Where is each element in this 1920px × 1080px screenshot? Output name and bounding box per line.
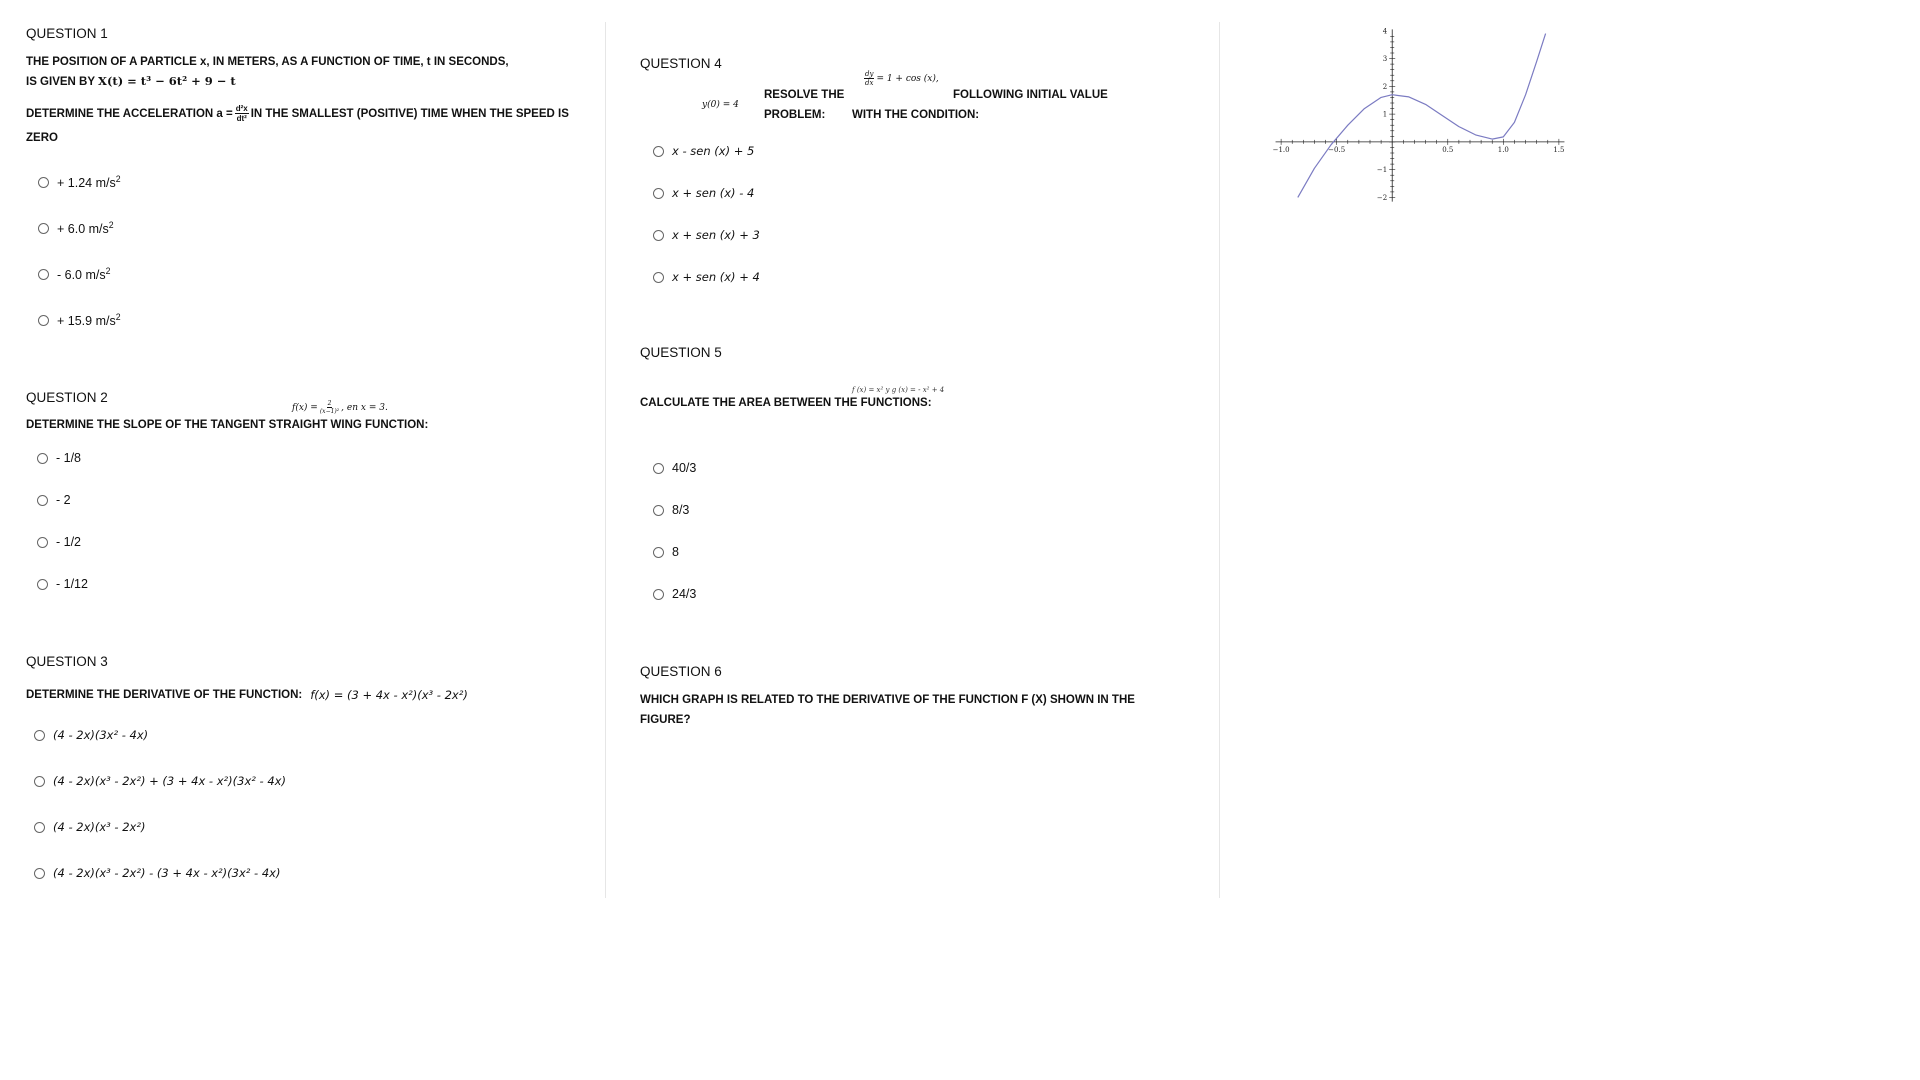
option-text: 40/3 <box>672 461 697 475</box>
frac-den: (x−1)² <box>319 408 340 415</box>
function-suffix: , en x = 3. <box>341 402 388 413</box>
question-1-line3 <box>26 104 569 123</box>
radio-button[interactable] <box>653 547 664 558</box>
option-text: + 1.24 $m/s^2$ <box>57 174 121 191</box>
question-5-option-4[interactable] <box>653 587 696 601</box>
option-text: - 6.0 $m/s^2$ <box>57 266 111 283</box>
question-2-option-1[interactable] <box>37 451 81 465</box>
frac-den: dt² <box>236 114 247 123</box>
question-3-stem-row <box>26 688 468 702</box>
question-1-line1: THE POSITION OF A PARTICLE x, IN METERS, AS A FUNCTION OF TIME, t IN SECONDS, <box>26 56 509 68</box>
question-5-functions: f (x) = x² y g (x) = - x² + 4 <box>852 386 945 394</box>
y-tick-label: 4 <box>1382 28 1388 36</box>
y-tick-label: −2 <box>1376 193 1388 202</box>
graph-axes <box>1276 29 1565 201</box>
question-1-line3-prefix: DETERMINE THE ACCELERATION a = <box>26 107 233 120</box>
question-4-resolve: RESOLVE THE <box>764 89 845 101</box>
radio-button[interactable] <box>34 730 45 741</box>
question-4-with-condition: WITH THE CONDITION: <box>852 109 980 121</box>
question-4-title: QUESTION 4 <box>640 56 722 71</box>
question-3-stem: DETERMINE THE DERIVATIVE OF THE FUNCTION: <box>26 689 303 701</box>
radio-button[interactable] <box>653 272 664 283</box>
question-1-line2-prefix: IS GIVEN BY <box>26 76 95 88</box>
frac-num: 2 <box>327 400 332 407</box>
x-tick-label: 0.5 <box>1442 145 1454 154</box>
radio-button[interactable] <box>34 822 45 833</box>
radio-button[interactable] <box>653 188 664 199</box>
question-2-stem: DETERMINE THE SLOPE OF THE TANGENT STRAIGHT WING FUNCTION: <box>26 419 429 431</box>
radio-button[interactable] <box>37 579 48 590</box>
y-tick-label: 2 <box>1382 82 1388 91</box>
question-3-function: f(x) = (3 + 4x - x²)(x³ - 2x²) <box>310 688 468 702</box>
radio-button[interactable] <box>37 453 48 464</box>
function-graph <box>1270 28 1570 203</box>
question-2-title: QUESTION 2 <box>26 390 108 405</box>
question-3-option-4[interactable] <box>34 866 280 880</box>
radio-button[interactable] <box>34 868 45 879</box>
option-text: (4 - 2x)(x³ - 2x²) <box>53 820 146 834</box>
question-1-line2 <box>26 74 236 88</box>
option-text: x - sen (x) + 5 <box>672 144 755 158</box>
question-1-option-4[interactable] <box>38 312 121 328</box>
acceleration-fraction <box>235 104 249 123</box>
question-5-option-1[interactable] <box>653 461 696 475</box>
y-tick-label: 3 <box>1382 55 1388 64</box>
option-text: + 6.0 $m/s^2$ <box>57 220 114 237</box>
graph-series <box>1298 34 1546 198</box>
question-1-option-3[interactable] <box>38 266 111 282</box>
question-5-option-3[interactable] <box>653 545 679 559</box>
question-3-title: QUESTION 3 <box>26 654 108 669</box>
equation-rest: = 1 + cos (x), <box>876 73 939 84</box>
x-tick-label: 1.0 <box>1497 145 1509 154</box>
radio-button[interactable] <box>38 315 49 326</box>
radio-button[interactable] <box>37 537 48 548</box>
question-4-option-2[interactable] <box>653 186 754 200</box>
function-fraction <box>320 400 339 415</box>
question-3-option-1[interactable] <box>34 728 148 742</box>
question-2-option-4[interactable] <box>37 577 88 591</box>
frac-den: dx <box>865 79 874 87</box>
column-divider-1 <box>605 22 606 898</box>
radio-button[interactable] <box>653 589 664 600</box>
radio-button[interactable] <box>34 776 45 787</box>
option-text: x + sen (x) - 4 <box>672 186 755 200</box>
option-text: x + sen (x) + 4 <box>672 270 760 284</box>
option-text: (4 - 2x)(x³ - 2x²) + (3 + 4x - x²)(3x² - 4x) <box>53 774 286 788</box>
question-4-differential-equation <box>862 70 939 87</box>
option-text: x + sen (x) + 3 <box>672 228 760 242</box>
question-1-line3-suffix: IN THE SMALLEST (POSITIVE) TIME WHEN THE SPEED IS <box>250 107 569 120</box>
function-curve <box>1298 34 1546 198</box>
radio-button[interactable] <box>653 146 664 157</box>
option-text: 24/3 <box>672 587 697 601</box>
radio-button[interactable] <box>38 177 49 188</box>
question-4-following: FOLLOWING INITIAL VALUE <box>953 89 1108 101</box>
x-tick-label: −1.0 <box>1272 145 1290 154</box>
question-1-line4: ZERO <box>26 132 58 144</box>
question-1-title: QUESTION 1 <box>26 26 108 41</box>
derivative-fraction <box>864 70 874 87</box>
question-4-option-3[interactable] <box>653 228 760 242</box>
radio-button[interactable] <box>653 230 664 241</box>
question-4-option-1[interactable] <box>653 144 754 158</box>
radio-button[interactable] <box>653 463 664 474</box>
option-text: (4 - 2x)(3x² - 4x) <box>53 728 149 742</box>
question-6-title: QUESTION 6 <box>640 664 722 679</box>
question-1-option-2[interactable] <box>38 220 114 236</box>
option-text: 8/3 <box>672 503 690 517</box>
option-text: (4 - 2x)(x³ - 2x²) - (3 + 4x - x²)(3x² - 4x) <box>53 866 281 880</box>
frac-num: dy <box>865 70 874 78</box>
graph-ticks <box>1273 28 1565 202</box>
question-6-line2: FIGURE? <box>640 714 691 726</box>
option-text: 8 <box>672 545 679 559</box>
function-prefix: f(x) = <box>292 402 318 413</box>
question-1-equation: X(t) = t³ − 6t² + 9 − t <box>98 74 236 88</box>
question-4-problem: PROBLEM: <box>764 109 826 121</box>
option-text: - 1/12 <box>56 577 88 591</box>
option-text: - 1/8 <box>56 451 82 465</box>
question-5-stem: CALCULATE THE AREA BETWEEN THE FUNCTIONS: <box>640 397 932 409</box>
x-tick-label: 1.5 <box>1553 145 1565 154</box>
question-6-line1: WHICH GRAPH IS RELATED TO THE DERIVATIVE OF THE FUNCTION F (X) SHOWN IN THE <box>640 694 1135 706</box>
question-4-condition: y(0) = 4 <box>702 100 739 110</box>
option-text: - 2 <box>56 493 71 507</box>
y-tick-label: −1 <box>1376 166 1388 175</box>
question-2-option-3[interactable] <box>37 535 81 549</box>
question-5-option-2[interactable] <box>653 503 689 517</box>
option-text: - 1/2 <box>56 535 82 549</box>
radio-button[interactable] <box>37 495 48 506</box>
radio-button[interactable] <box>38 269 49 280</box>
question-3-option-3[interactable] <box>34 820 145 834</box>
x-tick-label: −0.5 <box>1328 145 1346 154</box>
question-5-title: QUESTION 5 <box>640 345 722 360</box>
question-2-option-2[interactable] <box>37 493 71 507</box>
question-2-function <box>292 400 388 415</box>
question-3-option-2[interactable] <box>34 774 286 788</box>
y-tick-label: 1 <box>1382 110 1388 119</box>
option-text: + 15.9 $m/s^2$ <box>57 312 121 329</box>
frac-num: d²x <box>235 104 248 113</box>
question-4-option-4[interactable] <box>653 270 760 284</box>
radio-button[interactable] <box>653 505 664 516</box>
question-1-option-1[interactable] <box>38 174 121 190</box>
column-divider-2 <box>1219 22 1220 898</box>
radio-button[interactable] <box>38 223 49 234</box>
